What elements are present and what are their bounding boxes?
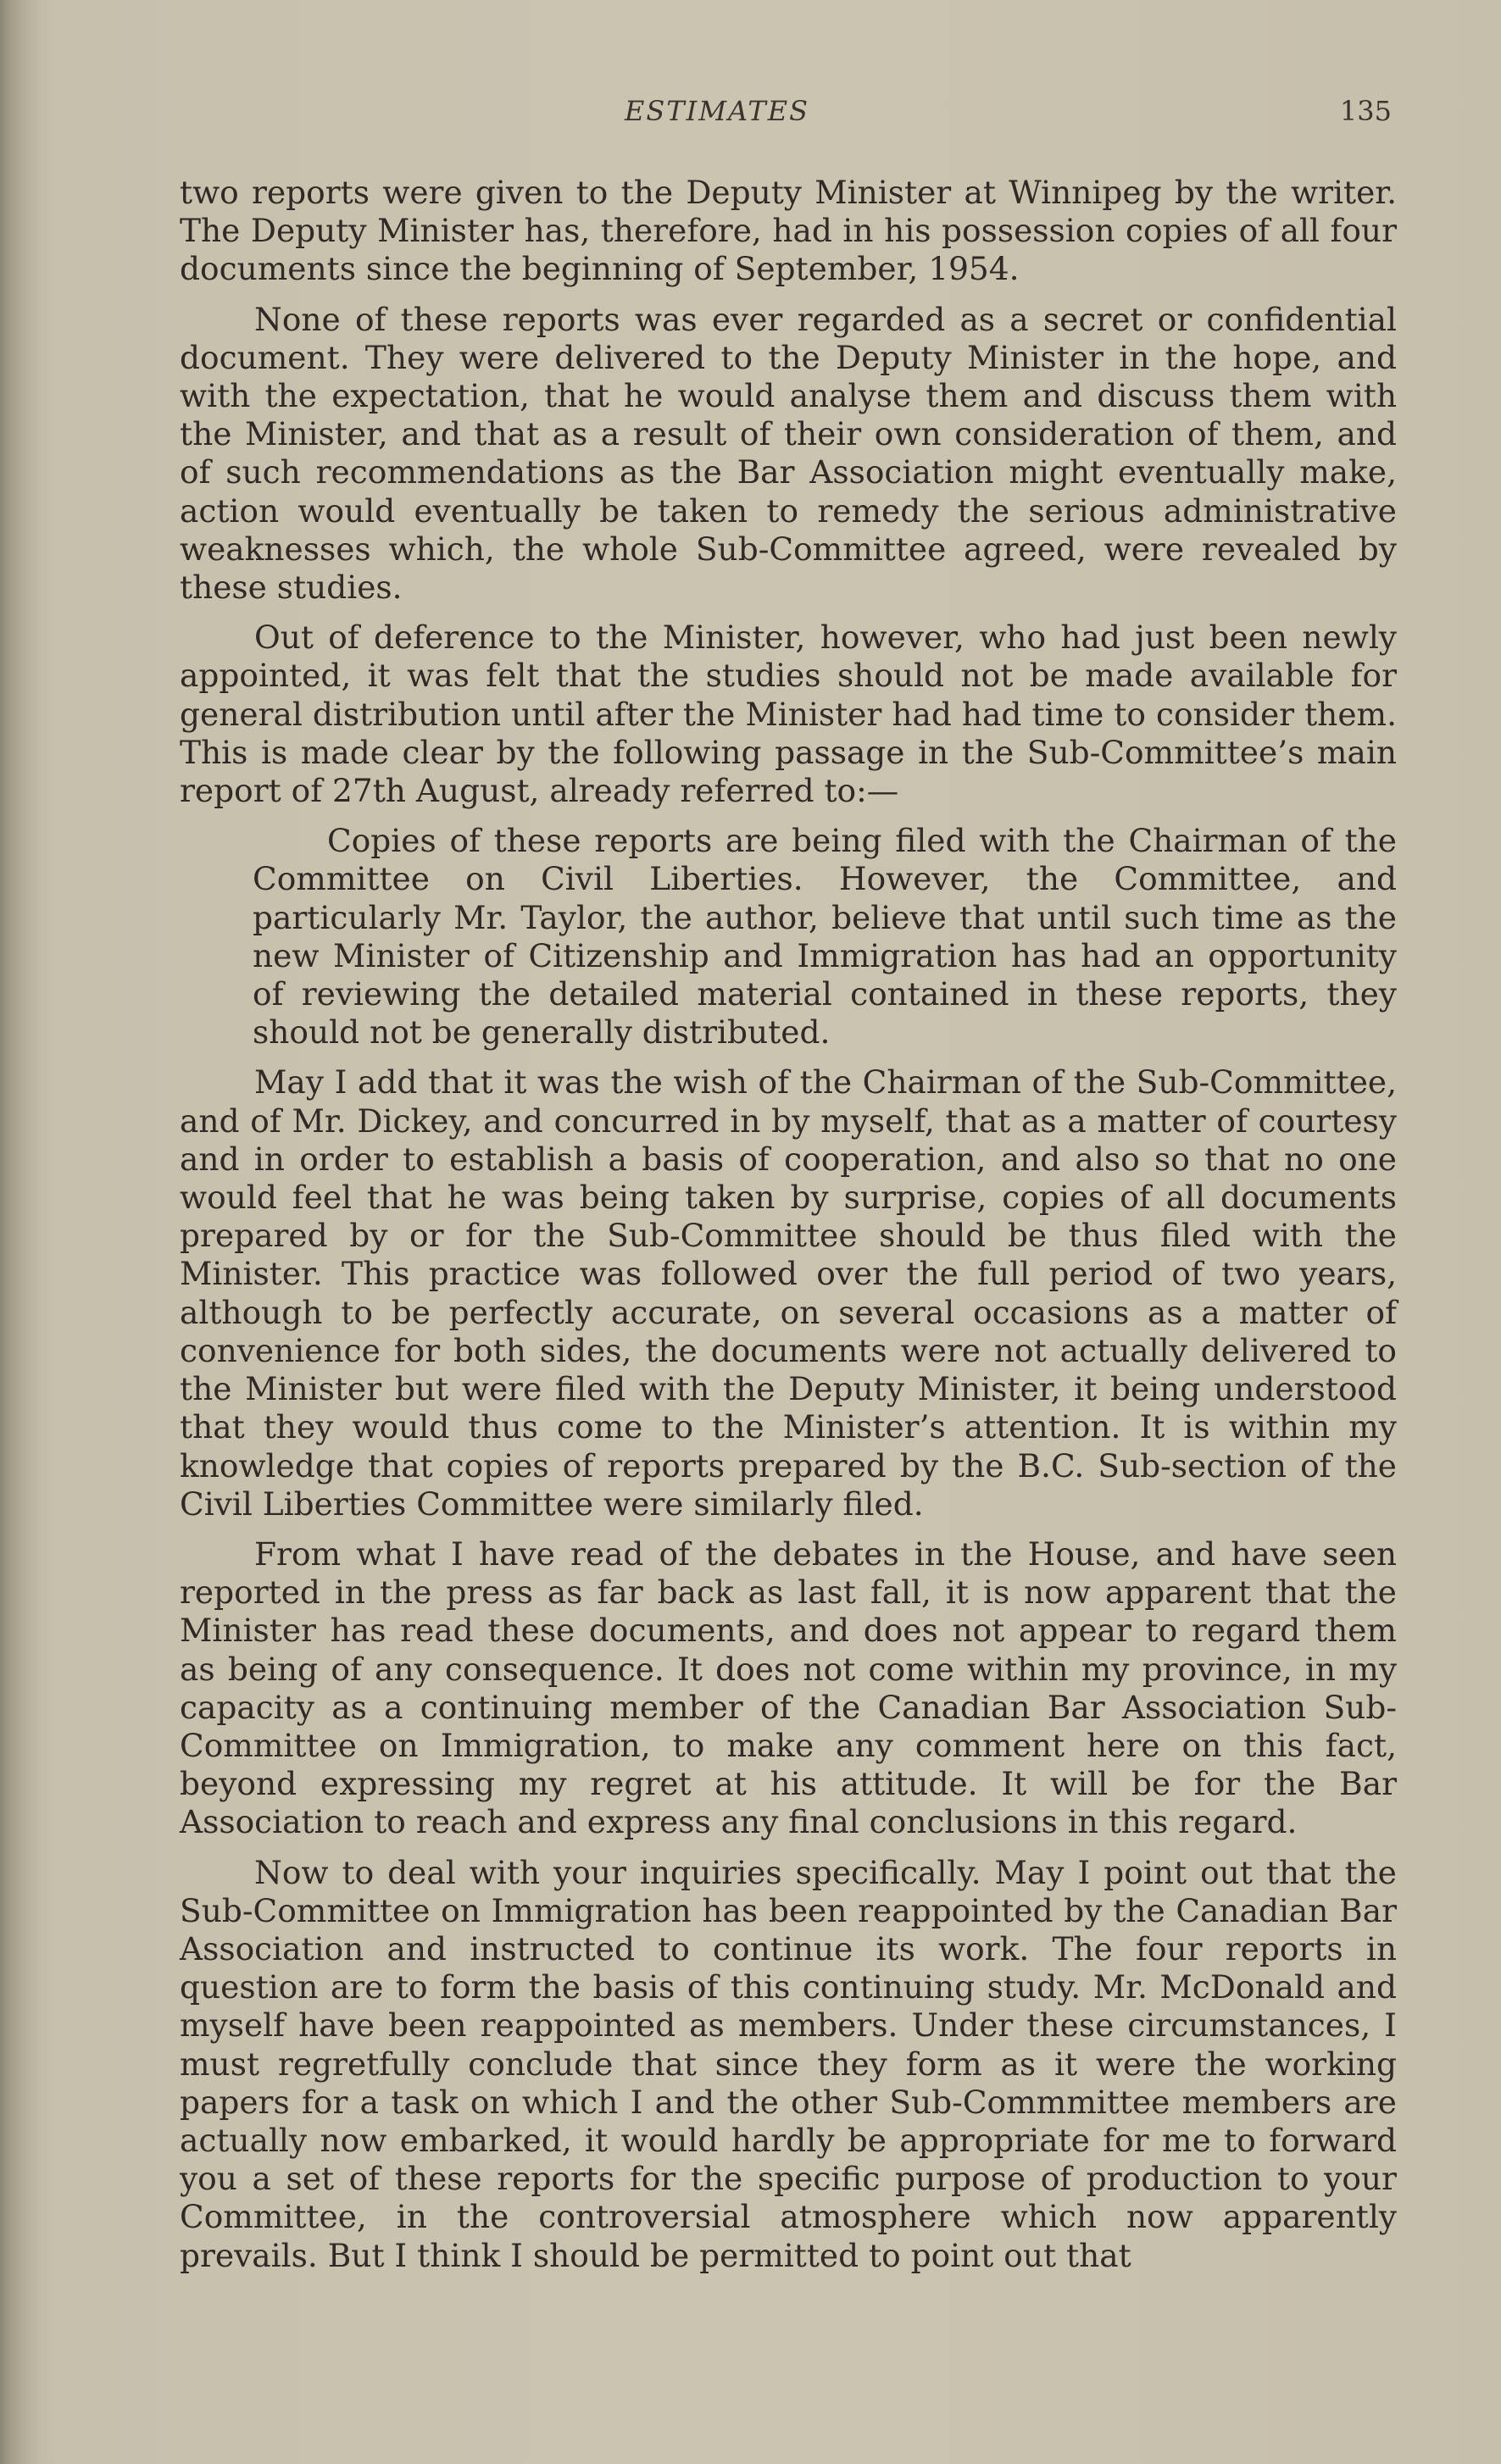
paragraph-1: two reports were given to the Deputy Minister at Winnipeg by the writer. The Deputy Minister has, therefore, had in his possession copies of all four documents since the beginning of September, 1954. [180, 174, 1397, 288]
paragraph-6: Now to deal with your inquiries specifically. May I point out that the Sub-Committee on Immigration has been reappointed by the Canadian Bar Association and instructed to continue its work. The four reports in question are to form the basis of this continuing study. Mr. McDonald and myself have been reappointed as members. Under these circumstances, I must regretfully conclude that since they form as it were the working papers for a task on which I and the other Sub-Commmittee members are actually now embarked, it would hardly be appropriate for me to forward you a set of these reports for the specific purpose of production to your Committee, in the controversial atmosphere which now apparently prevails. But I think I should be permitted to point out that [180, 1853, 1397, 2274]
paragraph-2: None of these reports was ever regarded as a secret or confidential document. They were delivered to the Deputy Minister in the hope, and with the expectation, that he would analyse them and discuss them with the Minister, and that as a result of their own consideration of them, and of such recommendations as the Bar Association might eventually make, action would eventually be taken to remedy the serious administrative weaknesses which, the whole Sub-Committee agreed, were revealed by these studies. [180, 300, 1397, 607]
body-text [180, 174, 1397, 2287]
page-binding-edge [0, 0, 41, 2464]
paragraph-5: From what I have read of the debates in the House, and have seen reported in the press as far back as last fall, it is now apparent that the Minister has read these documents, and does not appear to regard them as being of any consequence. It does not come within my province, in my capacity as a continuing member of the Canadian Bar Association Sub-Committee on Immigration, to make any comment here on this fact, beyond expressing my regret at his attitude. It will be for the Bar Association to reach and express any final conclusions in this regard. [180, 1534, 1397, 1841]
paragraph-3: Out of deference to the Minister, however, who had just been newly appointed, it was felt that the studies should not be made available for general distribution until after the Minister had had time to consider them. This is made clear by the following passage in the Sub-Committee’s main report of 27th August, already referred to:— [180, 619, 1397, 810]
page-number: 135 [1339, 95, 1392, 127]
paragraph-4: May I add that it was the wish of the Chairman of the Sub-Committee, and of Mr. Dickey, and concurred in by myself, that as a matter of courtesy and in order to establish a basis of cooperation, and also so that no one would feel that he was being taken by surprise, copies of all documents prepared by or for the Sub-Committee should be thus filed with the Minister. This practice was followed over the full period of two years, although to be perfectly accurate, on several occasions as a matter of convenience for both sides, the documents were not actually delivered to the Minister but were filed with the Deputy Minister, it being understood that they would thus come to the Minister’s attention. It is within my knowledge that copies of reports prepared by the B.C. Sub-section of the Civil Liberties Committee were similarly filed. [180, 1063, 1397, 1523]
page-header [180, 95, 1392, 139]
running-title: ESTIMATES [625, 95, 810, 127]
block-quote: Copies of these reports are being filed with the Chairman of the Committee on Civil Liberties. However, the Committee, and particularly Mr. Taylor, the author, believe that until such time as the new Minister of Citizenship and Immigration has had an opportunity of reviewing the detailed material contained in these reports, they should not be generally distributed. [253, 822, 1397, 1052]
